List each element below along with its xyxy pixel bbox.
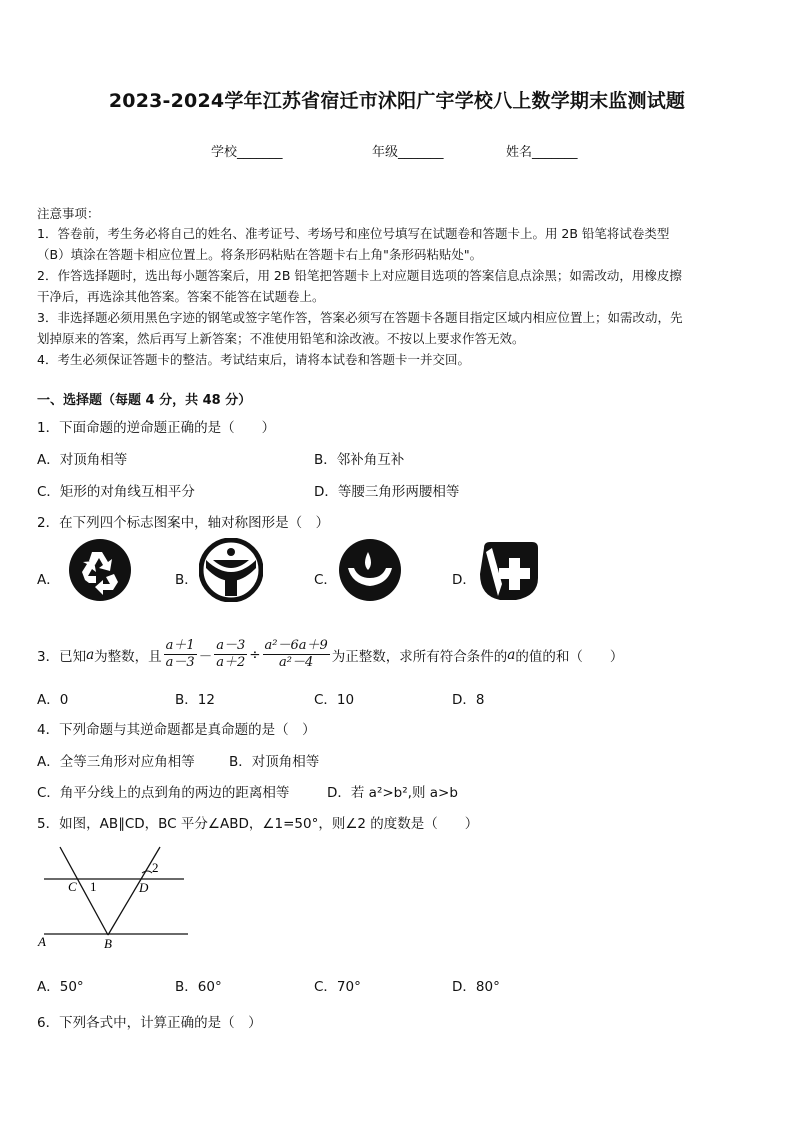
note-3: 3．非选择题必须用黑色字迹的钢笔或签字笔作答，答案必须写在答题卡各题目指定区域内相应位置上；如需改动，先 xyxy=(37,310,683,325)
q5-option-a: A．50° xyxy=(37,979,84,995)
notes-heading: 注意事项： xyxy=(37,206,100,221)
q5-stem: 5．如图，AB∥CD，BC 平分∠ABD，∠1=50°，则∠2 的度数是（ ） xyxy=(37,816,479,832)
point-b-label: B xyxy=(104,936,112,951)
q1-option-c: C．矩形的对角线互相平分 xyxy=(37,484,195,500)
q3-prefix: 3．已知 xyxy=(37,648,87,665)
q3-option-c: C．10 xyxy=(314,692,355,708)
note-2: 2．作答选择题时，选出每小题答案后，用 2B 铅笔把答题卡上对应题目选项的答案信息点涂黑；如需改动，用橡皮擦 xyxy=(37,268,682,283)
q3-option-b: B．12 xyxy=(175,692,215,708)
q3-divide-sign: ÷ xyxy=(249,646,261,663)
q3-postfix: 为正整数，求所有符合条件的 xyxy=(331,648,508,665)
q3-minus-sign: － xyxy=(198,648,213,665)
angle-2-arc xyxy=(142,871,152,873)
q3-fraction-3-numerator: a²－6a＋9 xyxy=(264,638,328,653)
q3-fraction-1-denominator: a－3 xyxy=(165,655,195,670)
q2-option-c: C． xyxy=(314,572,337,588)
q2-option-d: D． xyxy=(452,572,476,588)
q3-option-a: A．0 xyxy=(37,692,69,708)
q1-option-b: B．邻补角互补 xyxy=(314,452,405,468)
q3-fraction-3 xyxy=(263,638,330,671)
q5-option-b: B．60° xyxy=(175,979,222,995)
q3-fraction-2-denominator: a＋2 xyxy=(216,655,246,670)
note-3-cont: 划掉原来的答案，然后再写上新答案；不准使用铅笔和涂改液。不按以上要求作答无效。 xyxy=(37,331,525,346)
q3-fraction-2-numerator: a－3 xyxy=(216,638,246,653)
q4-option-b: B．对顶角相等 xyxy=(229,754,320,770)
q3-stem xyxy=(37,638,623,671)
note-2-cont: 干净后，再选涂其他答案。答案不能答在试题卷上。 xyxy=(37,289,325,304)
recycle-logo-icon xyxy=(68,538,132,602)
q5-option-c: C．70° xyxy=(314,979,361,995)
medical-cross-logo-icon xyxy=(476,538,540,602)
q3-option-d: D．8 xyxy=(452,692,485,708)
q3-fraction-1 xyxy=(164,638,197,671)
q4-option-d: D．若 a²>b²,则 a>b xyxy=(327,785,458,801)
school-field: 学校_______ xyxy=(211,145,283,160)
q3-var-a-2: a xyxy=(507,646,516,663)
angle-2-label: 2 xyxy=(152,860,159,875)
q4-stem: 4．下列命题与其逆命题都是真命题的是（ ） xyxy=(37,722,316,738)
shield-smile-logo-icon xyxy=(199,538,263,602)
note-4: 4．考生必须保证答题卡的整洁。考试结束后，请将本试卷和答题卡一并交回。 xyxy=(37,352,470,367)
point-a-label: A xyxy=(38,934,46,949)
q4-option-a: A．全等三角形对应角相等 xyxy=(37,754,195,770)
point-c-label: C xyxy=(68,879,77,894)
q3-fraction-2 xyxy=(214,638,247,671)
q5-geometry-figure xyxy=(36,843,196,953)
q3-end: 的值的和（ ） xyxy=(515,648,624,665)
point-d-label: D xyxy=(139,880,149,895)
q3-fraction-3-denominator: a²－4 xyxy=(279,655,314,670)
note-1-cont: （B）填涂在答题卡相应位置上。将条形码粘贴在答题卡右上角"条形码粘贴处"。 xyxy=(37,247,483,262)
q3-var-a: a xyxy=(86,646,95,663)
section-heading: 一、选择题（每题 4 分，共 48 分） xyxy=(37,393,252,408)
q4-option-c: C．角平分线上的点到角的两边的距离相等 xyxy=(37,785,290,801)
note-1: 1．答卷前，考生务必将自己的姓名、准考证号、考场号和座位号填写在试题卷和答题卡上。用 2B 铅笔将试卷类型 xyxy=(37,226,670,241)
q6-stem: 6．下列各式中，计算正确的是（ ） xyxy=(37,1015,262,1031)
q1-option-d: D．等腰三角形两腰相等 xyxy=(314,484,460,500)
q3-fraction-1-numerator: a＋1 xyxy=(165,638,195,653)
angle-1-label: 1 xyxy=(90,879,97,894)
page-title: 2023-2024学年江苏省宿迁市沭阳广宇学校八上数学期末监测试题 xyxy=(108,90,686,112)
q1-stem: 1．下面命题的逆命题正确的是（ ） xyxy=(37,420,276,436)
q2-option-a: A． xyxy=(37,572,60,588)
q2-stem: 2．在下列四个标志图案中，轴对称图形是（ ） xyxy=(37,515,330,531)
q2-option-b: B． xyxy=(175,572,198,588)
name-field: 姓名_______ xyxy=(506,145,578,160)
q5-option-d: D．80° xyxy=(452,979,500,995)
q3-middle: 为整数，且 xyxy=(94,648,162,665)
q1-option-a: A．对顶角相等 xyxy=(37,452,128,468)
grade-field: 年级_______ xyxy=(372,145,444,160)
water-drop-logo-icon xyxy=(338,538,402,602)
